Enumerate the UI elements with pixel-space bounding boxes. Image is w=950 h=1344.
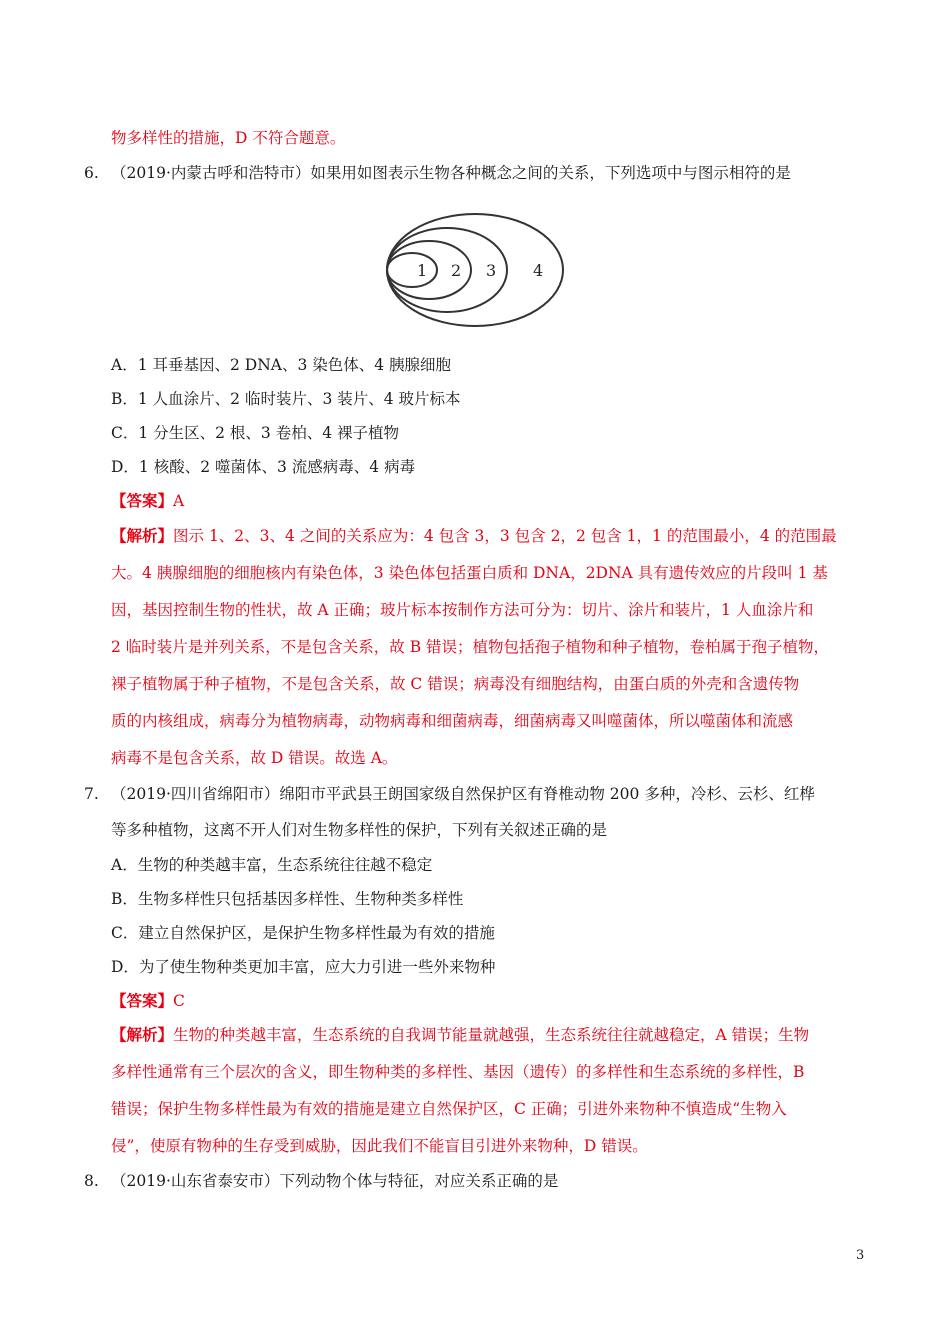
q6-analysis-text-1: 图示 1、2、3、4 之间的关系应为：4 包含 3，3 包含 2，2 包含 1，1 的范围最小，4 的范围最 (173, 527, 837, 545)
diagram-label-3: 3 (486, 261, 497, 280)
q7-answer (111, 991, 185, 1011)
q7-answer-value: C (173, 992, 185, 1010)
ellipse-1 (387, 253, 437, 287)
q6-answer (111, 491, 184, 511)
q8-stem: （2019·山东省泰安市）下列动物个体与特征，对应关系正确的是 (111, 1172, 559, 1190)
q8-number: 8. (84, 1172, 99, 1190)
q6-number: 6. (84, 164, 99, 182)
q6-analysis-line-4: 2 临时装片是并列关系，不是包含关系，故 B 错误；植物包括孢子植物和种子植物，卷柏属于孢子植物， (111, 638, 830, 656)
q6-analysis-line-3: 因，基因控制生物的性状，故 A 正确；玻片标本按制作方法可分为：切片、涂片和装片，1 人血涂片和 (111, 601, 814, 619)
q6-analysis-tag: 【解析】 (111, 526, 174, 545)
q6-option-c: C．1 分生区、2 根、3 卷柏、4 裸子植物 (111, 424, 400, 442)
q7-stem-line-1: （2019·四川省绵阳市）绵阳市平武县王朗国家级自然保护区有脊椎动物 200 多种，冷杉、云杉、红桦 (111, 785, 815, 803)
q7-option-b: B．生物多样性只包括基因多样性、生物种类多样性 (111, 890, 464, 908)
q6-stem: （2019·内蒙古呼和浩特市）如果用如图表示生物各种概念之间的关系，下列选项中与图示相符的是 (111, 164, 791, 182)
q7-analysis-line-1 (111, 1025, 809, 1045)
q6-option-d: D．1 核酸、2 噬菌体、3 流感病毒、4 病毒 (111, 458, 416, 476)
q7-stem-line-2: 等多种植物，这离不开人们对生物多样性的保护，下列有关叙述正确的是 (111, 821, 608, 839)
diagram-label-4: 4 (533, 261, 544, 280)
q6-analysis-line-6: 质的内核组成，病毒分为植物病毒，动物病毒和细菌病毒，细菌病毒又叫噬菌体，所以噬菌体和流感 (111, 712, 794, 730)
q7-analysis-line-2: 多样性通常有三个层次的含义，即生物种类的多样性、基因（遗传）的多样性和生态系统的多样性，B (111, 1063, 805, 1081)
q6-analysis-line-7: 病毒不是包含关系，故 D 错误。故选 A。 (111, 749, 398, 767)
q7-option-d: D．为了使生物种类更加丰富，应大力引进一些外来物种 (111, 958, 496, 976)
q7-analysis-line-4: 侵”，使原有物种的生存受到威胁，因此我们不能盲目引进外来物种，D 错误。 (111, 1137, 648, 1155)
q7-number: 7. (84, 785, 99, 803)
q6-answer-value: A (173, 492, 185, 510)
q6-option-b: B．1 人血涂片、2 临时装片、3 装片、4 玻片标本 (111, 390, 461, 408)
q7-analysis-text-1: 生物的种类越丰富，生态系统的自我调节能量就越强，生态系统往往就越稳定，A 错误；生物 (173, 1026, 810, 1044)
q7-analysis-line-3: 错误；保护生物多样性最为有效的措施是建立自然保护区，C 正确；引进外来物种不慎造成“生物入 (111, 1100, 787, 1118)
q7-option-c: C．建立自然保护区，是保护生物多样性最为有效的措施 (111, 924, 495, 942)
q6-analysis-line-5: 裸子植物属于种子植物，不是包含关系，故 C 错误；病毒没有细胞结构，由蛋白质的外壳和含遗传物 (111, 675, 800, 693)
q7-option-a: A．生物的种类越丰富，生态系统往往越不稳定 (111, 856, 433, 874)
q6-analysis-line-2: 大。4 胰腺细胞的细胞核内有染色体，3 染色体包括蛋白质和 DNA，2DNA 具有遗传效应的片段叫 1 基 (111, 564, 828, 582)
q5-analysis-tail: 物多样性的措施，D 不符合题意。 (111, 129, 346, 147)
page-number: 3 (856, 1248, 865, 1263)
diagram-label-2: 2 (451, 261, 462, 280)
q6-option-a: A．1 耳垂基因、2 DNA、3 染色体、4 胰腺细胞 (111, 356, 452, 374)
q7-answer-tag: 【答案】 (111, 991, 174, 1010)
q7-analysis-tag: 【解析】 (111, 1025, 174, 1044)
q6-answer-tag: 【答案】 (111, 491, 174, 510)
q6-analysis-line-1 (111, 526, 837, 546)
diagram-label-1: 1 (417, 261, 428, 280)
nested-ellipses-diagram (385, 212, 570, 330)
